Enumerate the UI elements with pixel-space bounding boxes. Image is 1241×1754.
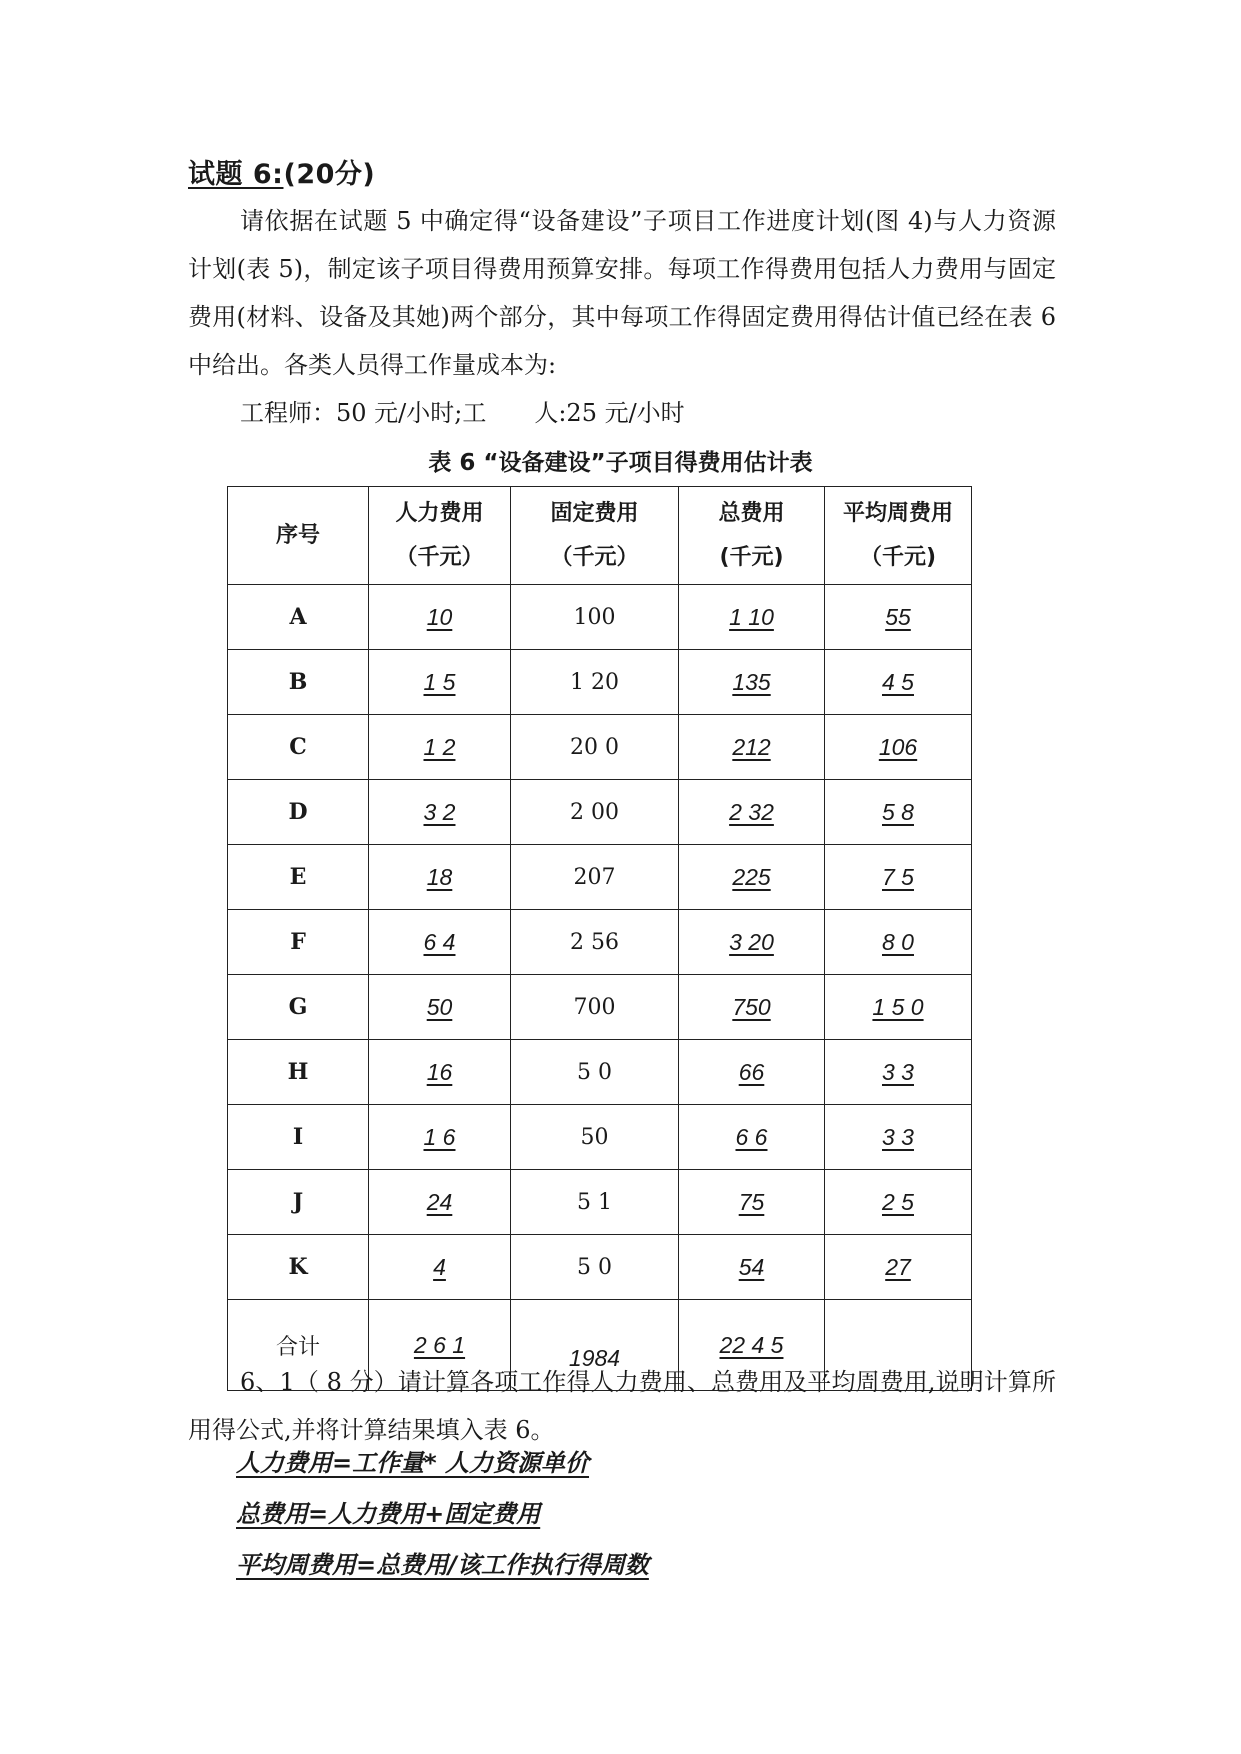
cell-fixed: 2 00 bbox=[511, 780, 679, 845]
header-labor: 人力费用 （千元） bbox=[369, 487, 511, 585]
cell-weekly: 55 bbox=[825, 585, 972, 650]
table-row bbox=[228, 780, 972, 845]
cell-total: 75 bbox=[679, 1170, 825, 1235]
cell-labor: 18 bbox=[369, 845, 511, 910]
cell-weekly: 106 bbox=[825, 715, 972, 780]
cell-total: 750 bbox=[679, 975, 825, 1040]
cell-labor: 1 5 bbox=[369, 650, 511, 715]
cell-total-labor: 2 6 1 bbox=[369, 1300, 511, 1391]
header-fixed: 固定费用 （千元） bbox=[511, 487, 679, 585]
cell-labor: 16 bbox=[369, 1040, 511, 1105]
cell-id: K bbox=[228, 1235, 369, 1300]
cell-weekly: 2 5 bbox=[825, 1170, 972, 1235]
cell-labor: 50 bbox=[369, 975, 511, 1040]
cell-id: C bbox=[228, 715, 369, 780]
table-header-row bbox=[228, 487, 972, 585]
cell-fixed: 2 56 bbox=[511, 910, 679, 975]
cell-weekly: 4 5 bbox=[825, 650, 972, 715]
cell-total: 212 bbox=[679, 715, 825, 780]
cell-id: D bbox=[228, 780, 369, 845]
question-heading bbox=[188, 152, 375, 191]
cell-weekly: 27 bbox=[825, 1235, 972, 1300]
heading-prefix: 试题 6: bbox=[188, 159, 284, 190]
cell-fixed: 100 bbox=[511, 585, 679, 650]
cell-id: G bbox=[228, 975, 369, 1040]
table-row bbox=[228, 715, 972, 780]
cell-id: H bbox=[228, 1040, 369, 1105]
cell-labor: 4 bbox=[369, 1235, 511, 1300]
cell-fixed: 20 0 bbox=[511, 715, 679, 780]
table-row bbox=[228, 585, 972, 650]
cell-fixed: 50 bbox=[511, 1105, 679, 1170]
header-id: 序号 bbox=[228, 487, 369, 585]
header-total: 总费用 (千元) bbox=[679, 487, 825, 585]
formula-total: 总费用=人力费用+固定费用 bbox=[236, 1500, 541, 1528]
cell-fixed: 5 1 bbox=[511, 1170, 679, 1235]
cell-total-total: 22 4 5 bbox=[679, 1300, 825, 1391]
table-row bbox=[228, 1235, 972, 1300]
cell-labor: 6 4 bbox=[369, 910, 511, 975]
table-caption: 表 6 “设备建设”子项目得费用估计表 bbox=[428, 450, 813, 476]
cell-total: 66 bbox=[679, 1040, 825, 1105]
cell-weekly: 8 0 bbox=[825, 910, 972, 975]
table-row bbox=[228, 650, 972, 715]
cell-total: 1 10 bbox=[679, 585, 825, 650]
cell-id: J bbox=[228, 1170, 369, 1235]
cell-fixed: 207 bbox=[511, 845, 679, 910]
cost-estimate-table bbox=[227, 486, 972, 1391]
cell-labor: 10 bbox=[369, 585, 511, 650]
cell-weekly: 7 5 bbox=[825, 845, 972, 910]
cell-total: 6 6 bbox=[679, 1105, 825, 1170]
cell-total-fixed: 1984 bbox=[511, 1300, 679, 1391]
cell-weekly: 5 8 bbox=[825, 780, 972, 845]
cell-weekly: 3 3 bbox=[825, 1105, 972, 1170]
intro-paragraph: 请依据在试题 5 中确定得“设备建设”子项目工作进度计划(图 4)与人力资源计划(表 5)，制定该子项目得费用预算安排。每项工作得费用包括人力费用与固定费用(材料、设备及其她)两个部分，其中每项工作得固定费用得估计值已经在表 6 中给出。各类人员得工作量成本为: bbox=[188, 207, 1056, 379]
table-row bbox=[228, 910, 972, 975]
cell-labor: 3 2 bbox=[369, 780, 511, 845]
table-row bbox=[228, 1105, 972, 1170]
formula-labor: 人力费用=工作量* 人力资源单价 bbox=[236, 1449, 590, 1477]
cell-total: 3 20 bbox=[679, 910, 825, 975]
table-row bbox=[228, 1170, 972, 1235]
cell-weekly: 1 5 0 bbox=[825, 975, 972, 1040]
cell-fixed: 5 0 bbox=[511, 1040, 679, 1105]
table-row bbox=[228, 975, 972, 1040]
cell-total: 135 bbox=[679, 650, 825, 715]
cell-total: 54 bbox=[679, 1235, 825, 1300]
cell-total: 2 32 bbox=[679, 780, 825, 845]
cell-fixed: 1 20 bbox=[511, 650, 679, 715]
table-row bbox=[228, 845, 972, 910]
cell-labor: 1 2 bbox=[369, 715, 511, 780]
question-paragraph: 6、1（ 8 分）请计算各项工作得人力费用、总费用及平均周费用,说明计算所用得公式,并将计算结果填入表 6。 bbox=[188, 1368, 1056, 1444]
header-weekly: 平均周费用 （千元) bbox=[825, 487, 972, 585]
rates-line: 工程师：50 元/小时;工 人:25 元/小时 bbox=[240, 399, 685, 427]
cell-id: F bbox=[228, 910, 369, 975]
cell-total-label: 合计 bbox=[228, 1300, 369, 1391]
cell-id: I bbox=[228, 1105, 369, 1170]
cell-id: B bbox=[228, 650, 369, 715]
cell-labor: 1 6 bbox=[369, 1105, 511, 1170]
cell-id: E bbox=[228, 845, 369, 910]
cell-labor: 24 bbox=[369, 1170, 511, 1235]
cell-fixed: 700 bbox=[511, 975, 679, 1040]
heading-suffix: (20分) bbox=[283, 159, 376, 190]
cell-id: A bbox=[228, 585, 369, 650]
formula-weekly: 平均周费用=总费用/该工作执行得周数 bbox=[236, 1551, 649, 1579]
table-row bbox=[228, 1040, 972, 1105]
cell-fixed: 5 0 bbox=[511, 1235, 679, 1300]
cell-weekly: 3 3 bbox=[825, 1040, 972, 1105]
cell-total: 225 bbox=[679, 845, 825, 910]
